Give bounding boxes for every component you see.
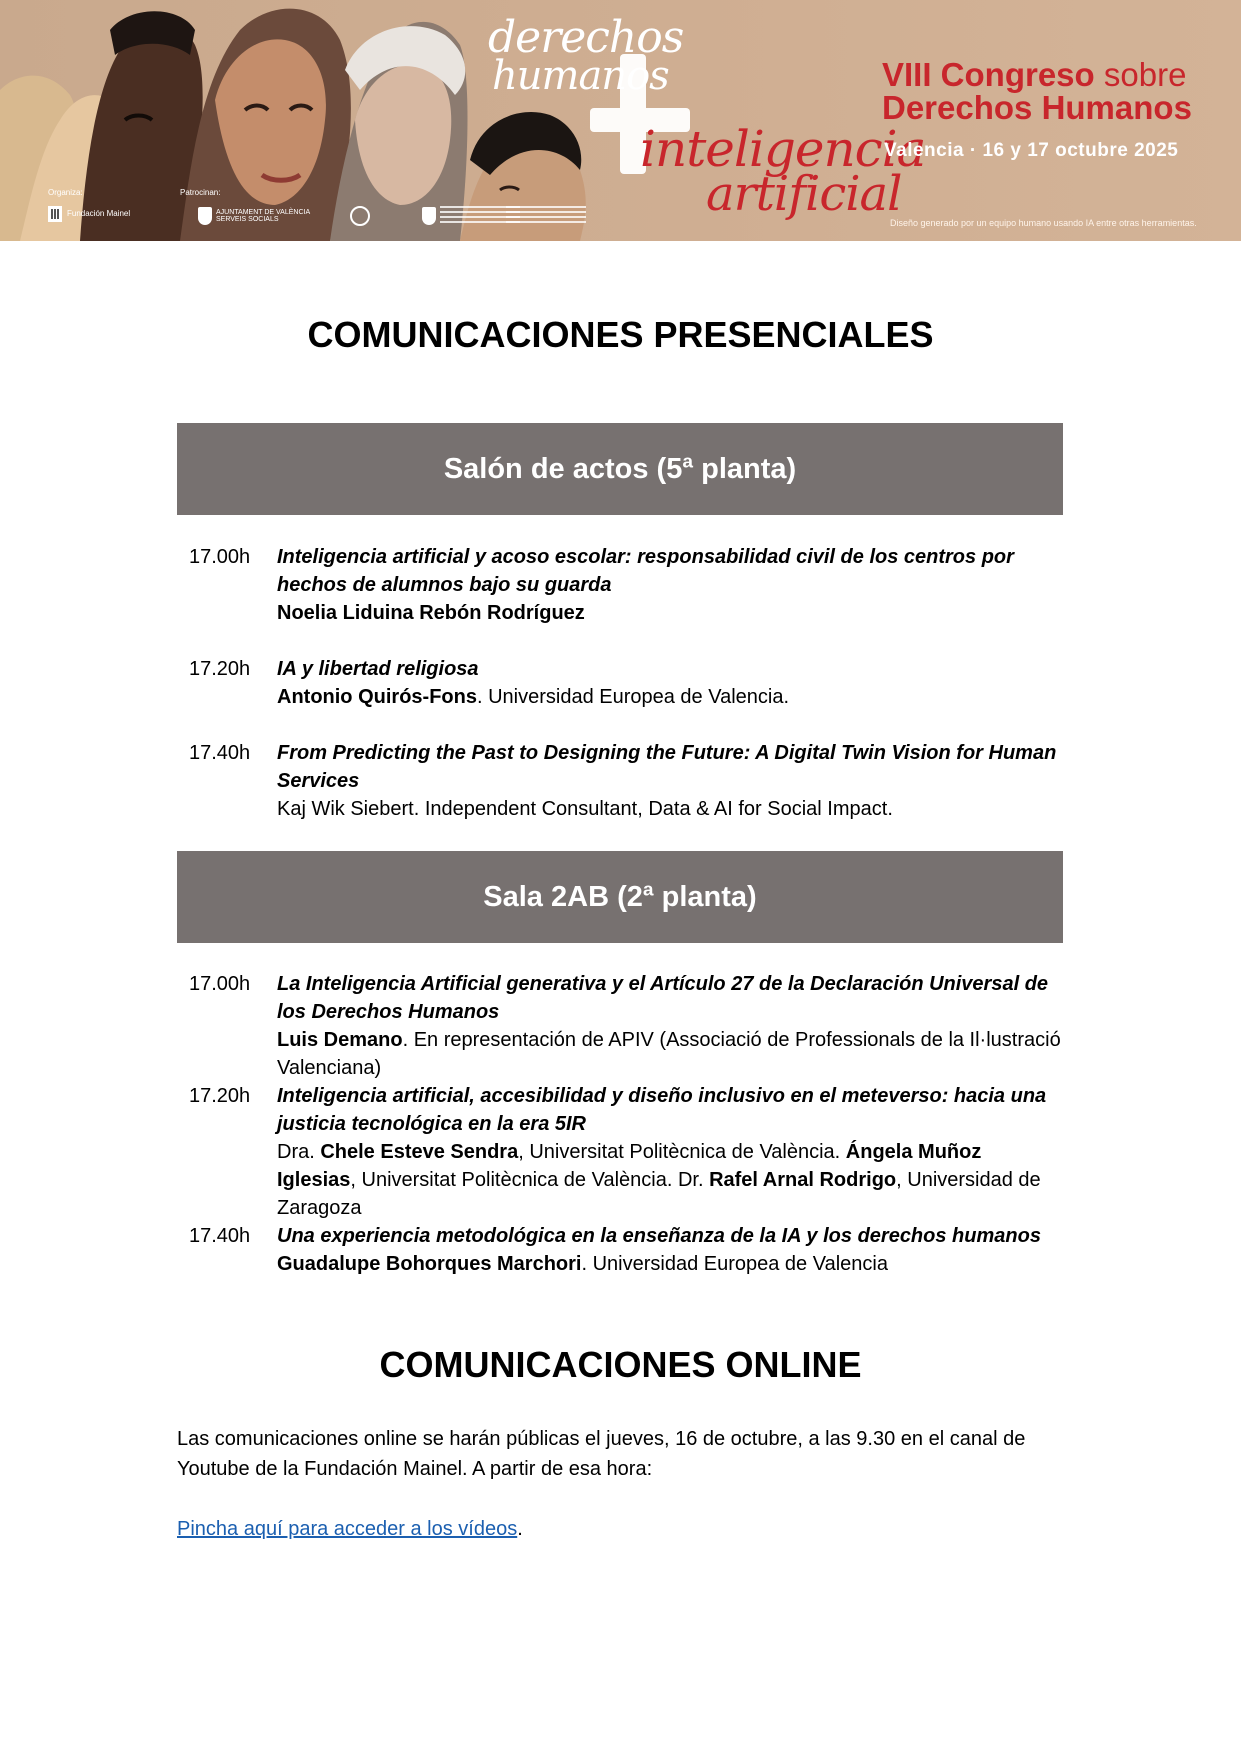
session-time: 17.00h — [189, 546, 251, 568]
ministry-secondary-text-block — [506, 206, 586, 226]
congress-date: Valencia · 16 y 17 octubre 2025 — [884, 140, 1179, 161]
session-speaker: Chele Esteve Sendra — [320, 1141, 519, 1163]
online-heading: COMUNICACIONES ONLINE — [379, 1344, 862, 1385]
session-item — [177, 1082, 1063, 1222]
coat-of-arms-icon — [198, 207, 212, 225]
congress-title-line-1: VIII Congreso sobre — [882, 56, 1187, 93]
spain-coat-of-arms-icon — [422, 207, 436, 225]
congress-title-line-2: Derechos Humanos — [882, 89, 1192, 126]
session-title: IA y libertad religiosa — [277, 658, 479, 680]
link-suffix: . — [517, 1518, 523, 1540]
session-item — [177, 543, 1063, 627]
session-time: 17.20h — [189, 1085, 251, 1107]
session-title: La Inteligencia Artificial generativa y el Artículo 27 de la Declaración Universal de los Derechos Humanos — [277, 973, 1049, 1023]
session-item — [177, 970, 1063, 1082]
session-speaker: Antonio Quirós-Fons — [277, 686, 477, 708]
session-affiliation: . Universidad Europea de Valencia. — [476, 686, 790, 708]
script-derechos: derechos — [488, 12, 684, 63]
videos-link[interactable]: Pincha aquí para acceder a los vídeos — [177, 1518, 518, 1540]
session-time: 17.00h — [189, 973, 251, 995]
session-speaker: Rafel Arnal Rodrigo — [709, 1169, 897, 1191]
session-speaker-line — [277, 1250, 1063, 1278]
room-header-salon-de-actos: Salón de actos (5ª planta) — [177, 423, 1063, 515]
session-speaker-line — [277, 1026, 1063, 1082]
online-description: Las comunicaciones online se harán públicas el jueves, 16 de octubre, a las 9.30 en el canal de Youtube de la Fundación Mainel. A partir de esa hora: — [177, 1428, 1026, 1480]
session-title: From Predicting the Past to Designing the Future: A Digital Twin Vision for Human Services — [277, 742, 1057, 792]
session-detail: Kaj Wik Siebert. Independent Consultant, Data & AI for Social Impact. — [277, 798, 893, 820]
university-seal-logo — [350, 206, 370, 226]
design-note: Diseño generado por un equipo humano usando IA entre otras herramientas. — [890, 218, 1197, 228]
session-affiliation: . Universidad Europea de Valencia — [581, 1253, 888, 1275]
seal-icon — [350, 206, 370, 226]
session-affiliation: . En representación de APIV (Associació de Professionals de la Il·lustració Valenciana) — [277, 1029, 1061, 1079]
session-time: 17.40h — [189, 1225, 251, 1247]
session-speaker: Noelia Liduina Rebón Rodríguez — [277, 602, 585, 624]
session-speaker-line: Dra. Chele Esteve Sendra, Universitat Politècnica de València. Ángela Muñoz Iglesias, Universitat Politècnica de València. Dr. Rafel Arnal Rodrigo, Universidad de Zaragoza — [277, 1141, 1041, 1219]
ministry-secondary-logo — [506, 206, 586, 226]
session-speaker: Luis Demano — [277, 1029, 403, 1051]
session-speaker: Ángela Muñoz Iglesias — [277, 1141, 982, 1191]
header-banner — [0, 0, 1241, 241]
script-humanos: humanos — [492, 53, 669, 99]
patrocinan-label: Patrocinan: — [180, 188, 221, 197]
presenciales-heading: COMUNICACIONES PRESENCIALES — [307, 314, 934, 355]
room-header-sala-2ab: Sala 2AB (2ª planta) — [177, 851, 1063, 943]
session-time: 17.20h — [189, 658, 251, 680]
script-inteligencia: inteligencia — [640, 120, 926, 178]
session-title: Inteligencia artificial y acoso escolar: responsabilidad civil de los centros por hechos de alumnos bajo su guarda — [277, 546, 1014, 596]
session-speaker-line — [277, 683, 1063, 711]
video-link-line — [177, 1514, 523, 1544]
session-item — [177, 1222, 1063, 1278]
session-time: 17.40h — [189, 742, 251, 764]
session-title: Una experiencia metodológica en la enseñanza de la IA y los derechos humanos — [277, 1225, 1041, 1247]
mainel-logo-icon — [48, 206, 62, 222]
organiza-label: Organiza: — [48, 188, 83, 197]
session-item — [177, 655, 1063, 711]
fundacion-mainel-logo: Fundación Mainel — [48, 206, 130, 222]
script-artificial: artificial — [706, 166, 902, 222]
session-speaker: Guadalupe Bohorques Marchori — [277, 1253, 582, 1275]
session-item — [177, 739, 1063, 823]
session-title: Inteligencia artificial, accesibilidad y diseño inclusivo en el meteverso: hacia una justicia tecnológica en la era 5IR — [277, 1085, 1047, 1135]
ajuntament-valencia-logo: AJUNTAMENT DE VALÈNCIA SERVEIS SOCIALS — [198, 206, 310, 226]
